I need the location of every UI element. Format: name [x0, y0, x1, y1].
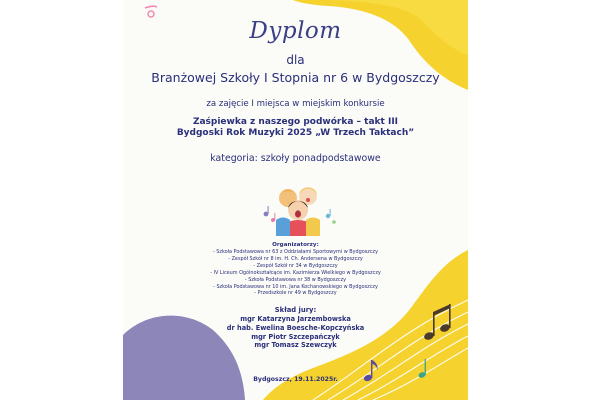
- organizer-item: - Przedszkole nr 49 w Bydgoszczy: [254, 290, 337, 297]
- organizer-item: - IV Liceum Ogólnokształcące im. Kazimierza Wielkiego w Bydgoszczy: [210, 269, 381, 276]
- pink-note-icon: [145, 6, 157, 17]
- diploma-title: Dyplom: [249, 18, 342, 44]
- category-label: kategoria: szkoły ponadpodstawowe: [210, 153, 381, 164]
- for-label: dla: [286, 53, 305, 67]
- place-and-date: Bydgoszcz, 19.11.2025r.: [253, 376, 338, 383]
- jury-member: mgr Katarzyna Jarzembowska: [240, 315, 351, 323]
- contest-name: [123, 117, 468, 139]
- singing-children-illustration: [258, 180, 338, 236]
- award-reason: za zajęcie I miejsca w miejskim konkursie: [206, 99, 385, 109]
- jury-title: Skład jury:: [274, 306, 317, 314]
- jury-member: dr hab. Ewelina Boesche-Kopczyńska: [226, 323, 365, 332]
- organizer-item: - Szkoła Podstawowa nr 63 z Oddziałami Sportowymi w Bydgoszczy: [212, 249, 379, 255]
- diploma-page: [123, 0, 468, 400]
- organizer-item: - Szkoła Podstawowa nr 10 im. Jana Kochanowskiego w Bydgoszczy: [213, 283, 378, 290]
- jury-member: mgr Tomasz Szewczyk: [254, 341, 337, 350]
- contest-line-2: Bydgoski Rok Muzyki 2025 „W Trzech Taktach”: [176, 128, 415, 138]
- recipient-school: Branżowej Szkoły I Stopnia nr 6 w Bydgoszczy: [151, 70, 440, 85]
- organizers-list: [123, 249, 468, 297]
- contest-line-1: Zaśpiewka z naszego podwórka – takt III: [192, 117, 399, 127]
- organizers-title: Organizatorzy:: [272, 242, 319, 248]
- jury-list: [123, 315, 468, 350]
- jury-member: mgr Piotr Szczepańczyk: [251, 332, 340, 341]
- organizer-item: - Zespół Szkół nr 8 im. H. Ch. Andersena w Bydgoszczy: [228, 255, 363, 262]
- organizer-item: - Szkoła Podstawowa nr 38 w Bydgoszczy: [244, 276, 347, 283]
- organizer-item: - Zespół Szkół nr 34 w Bydgoszczy: [253, 262, 338, 269]
